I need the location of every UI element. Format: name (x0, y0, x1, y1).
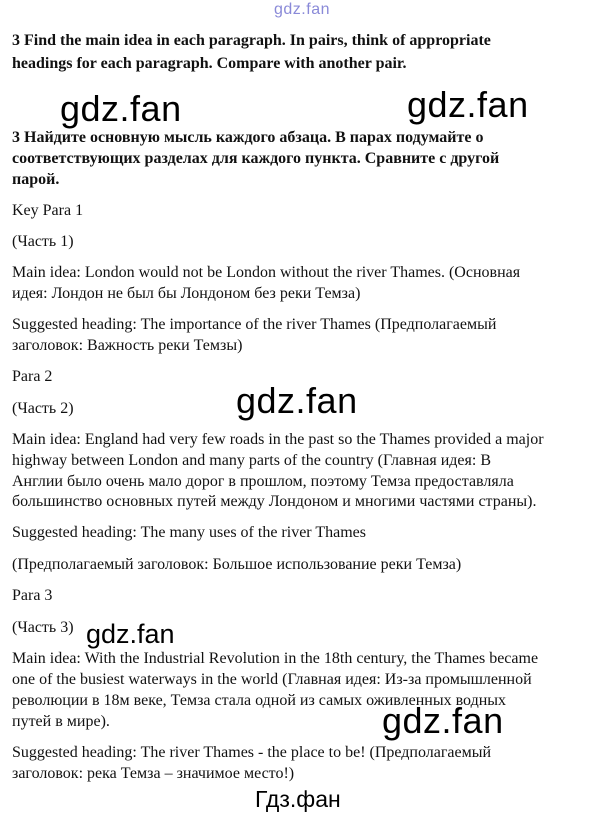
task-ru-line1: 3 Найдите основную мысль каждого абзаца. В парах подумайте о (12, 129, 484, 146)
para3-title: Para 3 (12, 587, 53, 604)
para2-part: (Часть 2) (12, 400, 74, 417)
task-en-line1: 3 Find the main idea in each paragraph. In pairs, think of appropriate (12, 32, 491, 49)
watermark-footer: Гдз.фан (255, 786, 341, 812)
para2-heading-ru: (Предполагаемый заголовок: Большое использование реки Темза) (12, 556, 462, 573)
watermark-center: gdz.fan (236, 380, 358, 421)
watermark-lower-right: gdz.fan (382, 700, 504, 741)
para1-heading-line2: заголовок: Важность реки Темзы) (12, 337, 243, 354)
para2-title: Para 2 (12, 368, 53, 385)
task-en-line2: headings for each paragraph. Compare with another pair. (12, 55, 407, 72)
para3-heading-line2: заголовок: река Темза – значимое место!) (12, 765, 295, 782)
task-ru-line3: парой. (12, 171, 60, 188)
para3-main-idea-line1: Main idea: With the Industrial Revolution in the 18th century, the Thames became (12, 650, 539, 667)
para2-main-idea-line1: Main idea: England had very few roads in the past so the Thames provided a major (12, 431, 544, 448)
para3-main-idea-line4: путей в мире). (12, 713, 110, 730)
para1-main-idea-line2: идея: Лондон не был бы Лондоном без реки Темза) (12, 285, 361, 302)
para1-part: (Часть 1) (12, 233, 74, 250)
para2-main-idea-line3: Англии было очень мало дорог в прошлом, поэтому Темза предоставляла (12, 473, 514, 490)
watermark-top: gdz.fan (274, 1, 330, 18)
watermark-small: gdz.fan (86, 619, 175, 649)
watermark-big-right: gdz.fan (407, 84, 529, 125)
para3-part: (Часть 3) (12, 619, 74, 636)
para3-main-idea-line2: one of the busiest waterways in the world (Главная идея: Из-за промышленной (12, 671, 532, 688)
para2-heading: Suggested heading: The many uses of the river Thames (12, 524, 366, 541)
para3-heading-line1: Suggested heading: The river Thames - the place to be! (Предполагаемый (12, 744, 492, 761)
task-ru-line2: соответствующих разделах для каждого пункта. Сравните с другой (12, 150, 500, 167)
para1-heading-line1: Suggested heading: The importance of the river Thames (Предполагаемый (12, 316, 497, 333)
watermark-big-left: gdz.fan (60, 88, 182, 129)
para2-main-idea-line4: большинство основных путей между Лондоном и многими частями страны). (12, 493, 537, 510)
para3-main-idea-line3: революции в 18м веке, Темза стала одной из самых оживленных водных (12, 692, 507, 709)
para1-title: Key Para 1 (12, 202, 84, 219)
para1-main-idea-line1: Main idea: London would not be London without the river Thames. (Основная (12, 264, 521, 281)
para2-main-idea-line2: highway between London and many parts of the country (Главная идея: В (12, 452, 491, 469)
